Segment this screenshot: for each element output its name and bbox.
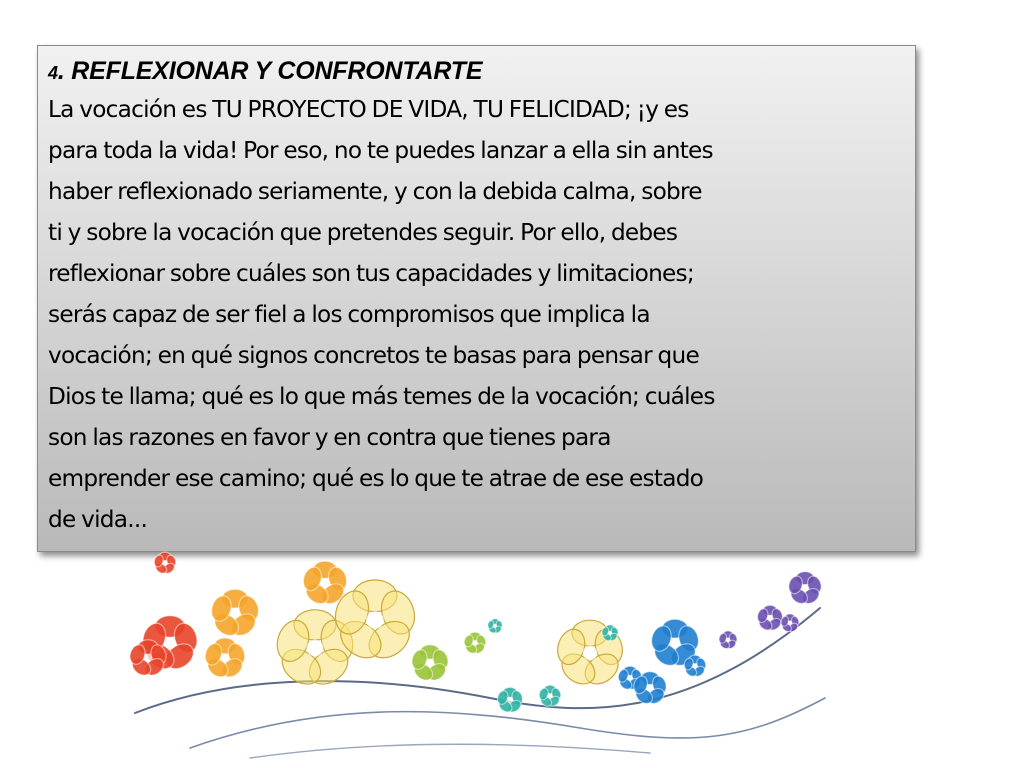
flower-icon bbox=[153, 552, 177, 575]
flower-icon bbox=[538, 685, 562, 708]
heading-number: 4 bbox=[48, 63, 58, 83]
flower-icon bbox=[208, 589, 261, 640]
flower-icon bbox=[463, 632, 487, 655]
body-line: para toda la vida! Por eso, no te puedes lanzar a ella sin antes bbox=[48, 137, 713, 164]
flower-icon bbox=[718, 631, 738, 650]
body-line: serás capaz de ser fiel a los compromisos que implica la bbox=[48, 301, 650, 328]
body-line: Dios te llama; qué es lo que más temes de la vocación; cuáles bbox=[48, 383, 715, 410]
flower-cluster bbox=[130, 552, 823, 714]
body-line: emprender ese camino; qué es lo que te atrae de ese estado bbox=[48, 465, 704, 492]
flower-icon bbox=[756, 605, 784, 632]
flower-icon bbox=[787, 572, 824, 607]
flower-icon bbox=[496, 687, 524, 714]
heading-title: . REFLEXIONAR Y CONFRONTARTE bbox=[57, 57, 483, 85]
flower-icon bbox=[203, 638, 248, 681]
body-line: de vida... bbox=[48, 506, 148, 533]
slide-heading bbox=[48, 56, 899, 89]
body-line: son las razones en favor y en contra que tienes para bbox=[48, 424, 611, 451]
flower-icon bbox=[487, 619, 503, 635]
body-paragraph bbox=[48, 89, 899, 540]
body-line: haber reflexionado seriamente, y con la debida calma, sobre bbox=[48, 178, 702, 205]
body-line: reflexionar sobre cuáles son tus capacidades y limitaciones; bbox=[48, 260, 694, 287]
body-line: vocación; en qué signos concretos te basas para pensar que bbox=[48, 342, 699, 369]
body-line: La vocación es TU PROYECTO DE VIDA, TU FELICIDAD; ¡y es bbox=[48, 96, 689, 123]
flower-garland-icon bbox=[130, 548, 830, 768]
text-box bbox=[37, 45, 916, 552]
flower-icon bbox=[410, 645, 451, 684]
body-line: ti y sobre la vocación que pretendes seguir. Por ello, debes bbox=[48, 219, 678, 246]
